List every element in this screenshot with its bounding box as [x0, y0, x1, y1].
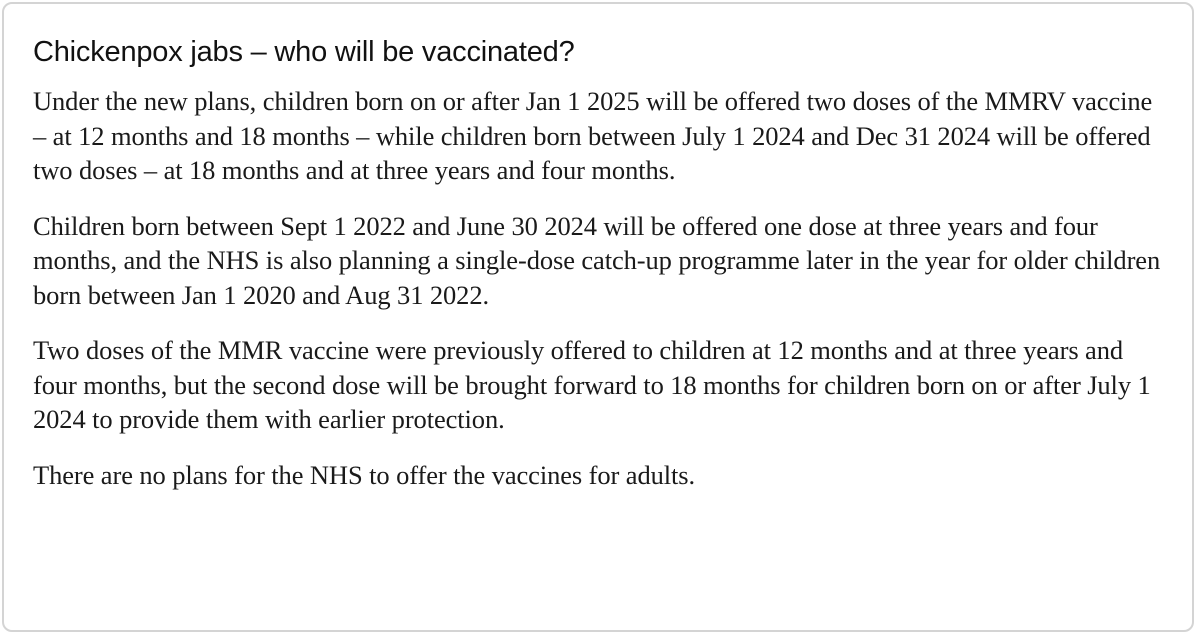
- paragraph-adults: There are no plans for the NHS to offer the vaccines for adults.: [33, 459, 696, 490]
- paragraph-schedule: Under the new plans, children born on or after Jan 1 2025 will be offered two doses of the MMRV vaccine – at 12 months and 18 months – while children born between July 1 2024 and Dec 31 2024 will be offered two doses – at 18 months and at three years and four months.: [33, 86, 1153, 185]
- paragraph-mmr: Two doses of the MMR vaccine were previously offered to children at 12 months and at three years and four months, but the second dose will be brought forward to 18 months for children born on or after July 1 2024 to provide them with earlier protection.: [33, 335, 1151, 434]
- box-title: Chickenpox jabs – who will be vaccinated?: [33, 36, 575, 68]
- paragraph-catch-up: Children born between Sept 1 2022 and June 30 2024 will be offered one dose at three years and four months, and the NHS is also planning a single-dose catch-up programme later in the year for older children born between Jan 1 2020 and Aug 31 2022.: [33, 210, 1161, 310]
- info-box: [2, 2, 1194, 632]
